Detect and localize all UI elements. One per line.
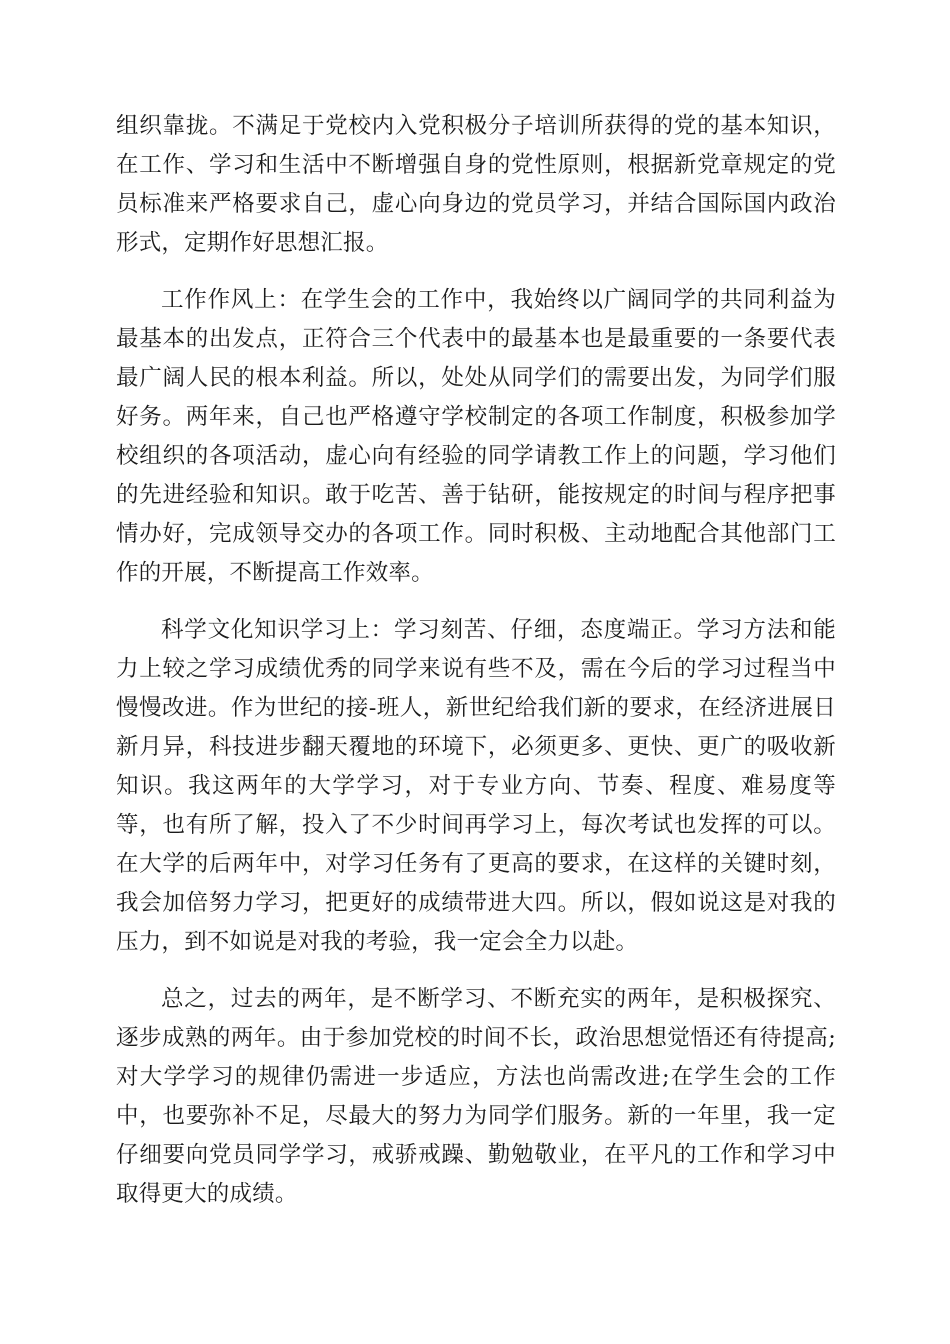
paragraph-2: 工作作风上：在学生会的工作中，我始终以广阔同学的共同利益为最基本的出发点，正符合三个代表中的最基本也是最重要的一条要代表最广阔人民的根本利益。所以，处处从同学们的需要出发，为同学们服好务。两年来，自己也严格遵守学校制定的各项工作制度，积极参加学校组织的各项活动，虚心向有经验的同学请教工作上的问题，学习他们的先进经验和知识。敢于吃苦、善于钻研，能按规定的时间与程序把事情办好，完成领导交办的各项工作。同时积极、主动地配合其他部门工作的开展，不断提高工作效率。 xyxy=(116,287,836,586)
paragraph-4: 总之，过去的两年，是不断学习、不断充实的两年，是积极探究、逐步成熟的两年。由于参加党校的时间不长，政治思想觉悟还有待提高;对大学学习的规律仍需进一步适应，方法也尚需改进;在学生会的工作中，也要弥补不足，尽最大的努力为同学们服务。新的一年里，我一定仔细要向党员同学学习，戒骄戒躁、勤勉敬业，在平凡的工作和学习中取得更大的成绩。 xyxy=(116,986,836,1207)
paragraph-3: 科学文化知识学习上：学习刻苦、仔细，态度端正。学习方法和能力上较之学习成绩优秀的同学来说有些不及，需在今后的学习过程当中慢慢改进。作为世纪的接-班人，新世纪给我们新的要求，在经济进展日新月异，科技进步翻天覆地的环境下，必须更多、更快、更广的吸收新知识。我这两年的大学学习，对于专业方向、节奏、程度、难易度等等，也有所了解，投入了不少时间再学习上，每次考试也发挥的可以。在大学的后两年中，对学习任务有了更高的要求，在这样的关键时刻，我会加倍努力学习，把更好的成绩带进大四。所以，假如说这是对我的压力，到不如说是对我的考验，我一定会全力以赴。 xyxy=(116,617,836,955)
document-body xyxy=(116,107,836,1232)
paragraph-1: 组织靠拢。不满足于党校内入党积极分子培训所获得的党的基本知识，在工作、学习和生活中不断增强自身的党性原则，根据新党章规定的党员标准来严格要求自己，虚心向身边的党员学习，并结合国际国内政治形式，定期作好思想汇报。 xyxy=(116,113,836,256)
